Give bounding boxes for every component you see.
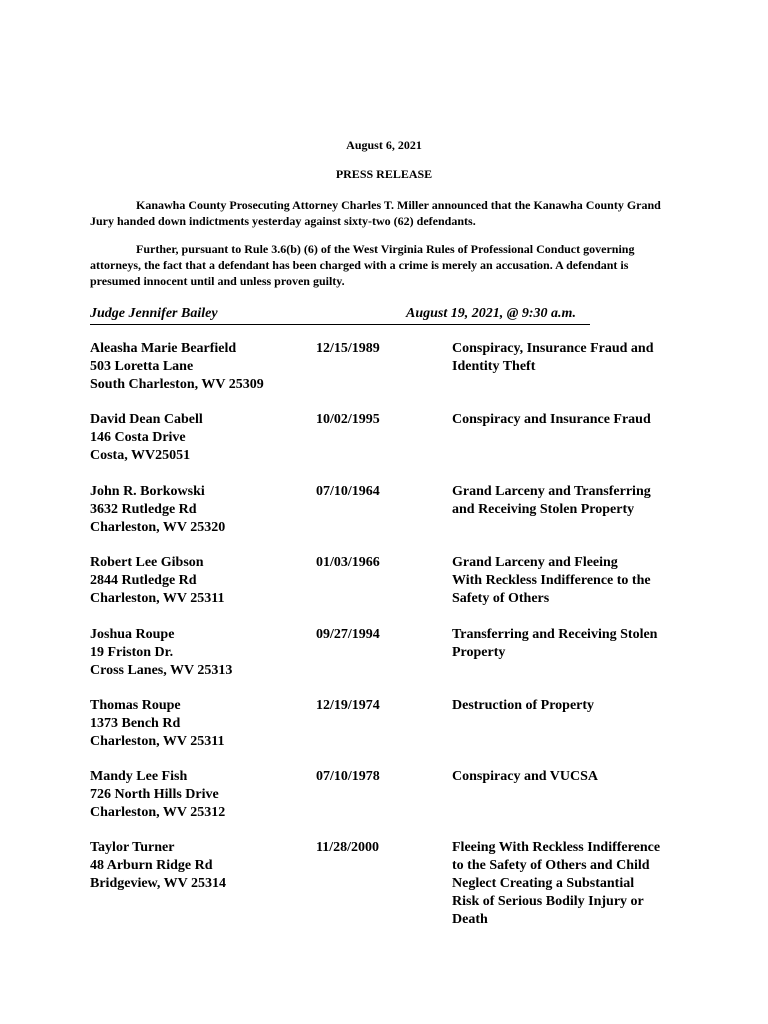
charge-line: Conspiracy and VUCSA	[452, 769, 598, 784]
defendant-name: John R. Borkowski	[90, 484, 205, 499]
defendant-city: Charleston, WV 25312	[90, 805, 226, 820]
defendant-dob: 07/10/1964	[316, 484, 380, 499]
defendant-street: 48 Arburn Ridge Rd	[90, 858, 213, 873]
defendant-city: Cross Lanes, WV 25313	[90, 663, 233, 678]
charge-line: Death	[452, 912, 488, 927]
defendant-identity	[90, 626, 310, 680]
defendant-city: South Charleston, WV 25309	[90, 377, 264, 392]
defendant-identity	[90, 697, 310, 751]
defendant-city: Charleston, WV 25311	[90, 591, 225, 606]
defendant-street: 19 Friston Dr.	[90, 645, 174, 660]
charge-line: and Receiving Stolen Property	[452, 502, 635, 517]
charge-line: Fleeing With Reckless Indifference	[452, 840, 661, 855]
defendant-name: Taylor Turner	[90, 840, 175, 855]
defendant-charges	[452, 768, 690, 786]
charge-line: Risk of Serious Bodily Injury or	[452, 894, 644, 909]
charge-line: Property	[452, 645, 506, 660]
charge-line: to the Safety of Others and Child	[452, 858, 650, 873]
defendant-name: Joshua Roupe	[90, 627, 175, 642]
charge-line: Destruction of Property	[452, 698, 595, 713]
defendant-city: Charleston, WV 25320	[90, 520, 226, 535]
intro-paragraph: Kanawha County Prosecuting Attorney Charles T. Miller announced that the Kanawha County Grand Jury handed down indictments yesterday against sixty-two (62) defendants.	[90, 198, 661, 228]
defendant-dob: 01/03/1966	[316, 555, 380, 570]
document-title: PRESS RELEASE	[335, 167, 433, 181]
defendant-identity	[90, 483, 310, 537]
charge-line: Conspiracy, Insurance Fraud and	[452, 341, 654, 356]
defendant-identity	[90, 554, 310, 608]
defendant-name: Aleasha Marie Bearfield	[90, 341, 237, 356]
defendant-city: Bridgeview, WV 25314	[90, 876, 226, 891]
defendant-dob: 09/27/1994	[316, 627, 380, 642]
charge-line: Grand Larceny and Transferring	[452, 484, 651, 499]
defendant-charges	[452, 483, 690, 519]
defendant-street: 503 Loretta Lane	[90, 359, 194, 374]
defendant-dob: 12/19/1974	[316, 698, 380, 713]
defendant-identity	[90, 411, 310, 465]
hearing-date: August 19, 2021, @ 9:30 a.m.	[406, 306, 576, 321]
defendant-charges	[452, 411, 690, 429]
defendant-dob: 12/15/1989	[316, 341, 380, 356]
charge-line: With Reckless Indifference to the	[452, 573, 651, 588]
defendant-charges	[452, 340, 690, 376]
defendant-name: Robert Lee Gibson	[90, 555, 204, 570]
defendant-city: Charleston, WV 25311	[90, 734, 225, 749]
defendant-charges	[452, 626, 690, 662]
defendant-name: David Dean Cabell	[90, 412, 203, 427]
defendant-charges	[452, 839, 690, 929]
charge-line: Safety of Others	[452, 591, 550, 606]
defendant-street: 726 North Hills Drive	[90, 787, 219, 802]
defendant-street: 146 Costa Drive	[90, 430, 186, 445]
defendant-dob: 07/10/1978	[316, 769, 380, 784]
defendant-dob: 10/02/1995	[316, 412, 380, 427]
defendant-charges	[452, 554, 690, 608]
defendant-dob: 11/28/2000	[316, 840, 380, 855]
charge-line: Grand Larceny and Fleeing	[452, 555, 618, 570]
charge-line: Conspiracy and Insurance Fraud	[452, 412, 651, 427]
defendant-city: Costa, WV25051	[90, 448, 191, 463]
defendant-name: Mandy Lee Fish	[90, 769, 188, 784]
charge-line: Identity Theft	[452, 359, 536, 374]
defendant-street: 3632 Rutledge Rd	[90, 502, 197, 517]
release-date: August 6, 2021	[346, 138, 422, 152]
disclaimer-paragraph: Further, pursuant to Rule 3.6(b) (6) of the West Virginia Rules of Professional Conduct governing attorneys, the fact that a defendant has been charged with a crime is merely an accusation. A defendant is presumed innocent until and unless proven guilty.	[90, 242, 635, 288]
defendant-charges	[452, 697, 690, 715]
defendant-street: 1373 Bench Rd	[90, 716, 181, 731]
defendant-identity	[90, 768, 310, 822]
defendant-street: 2844 Rutledge Rd	[90, 573, 197, 588]
judge-heading	[90, 306, 590, 325]
judge-name: Judge Jennifer Bailey	[90, 306, 218, 321]
defendant-name: Thomas Roupe	[90, 698, 181, 713]
charge-line: Transferring and Receiving Stolen	[452, 627, 658, 642]
defendant-identity	[90, 340, 310, 394]
defendant-identity	[90, 839, 310, 893]
charge-line: Neglect Creating a Substantial	[452, 876, 635, 891]
